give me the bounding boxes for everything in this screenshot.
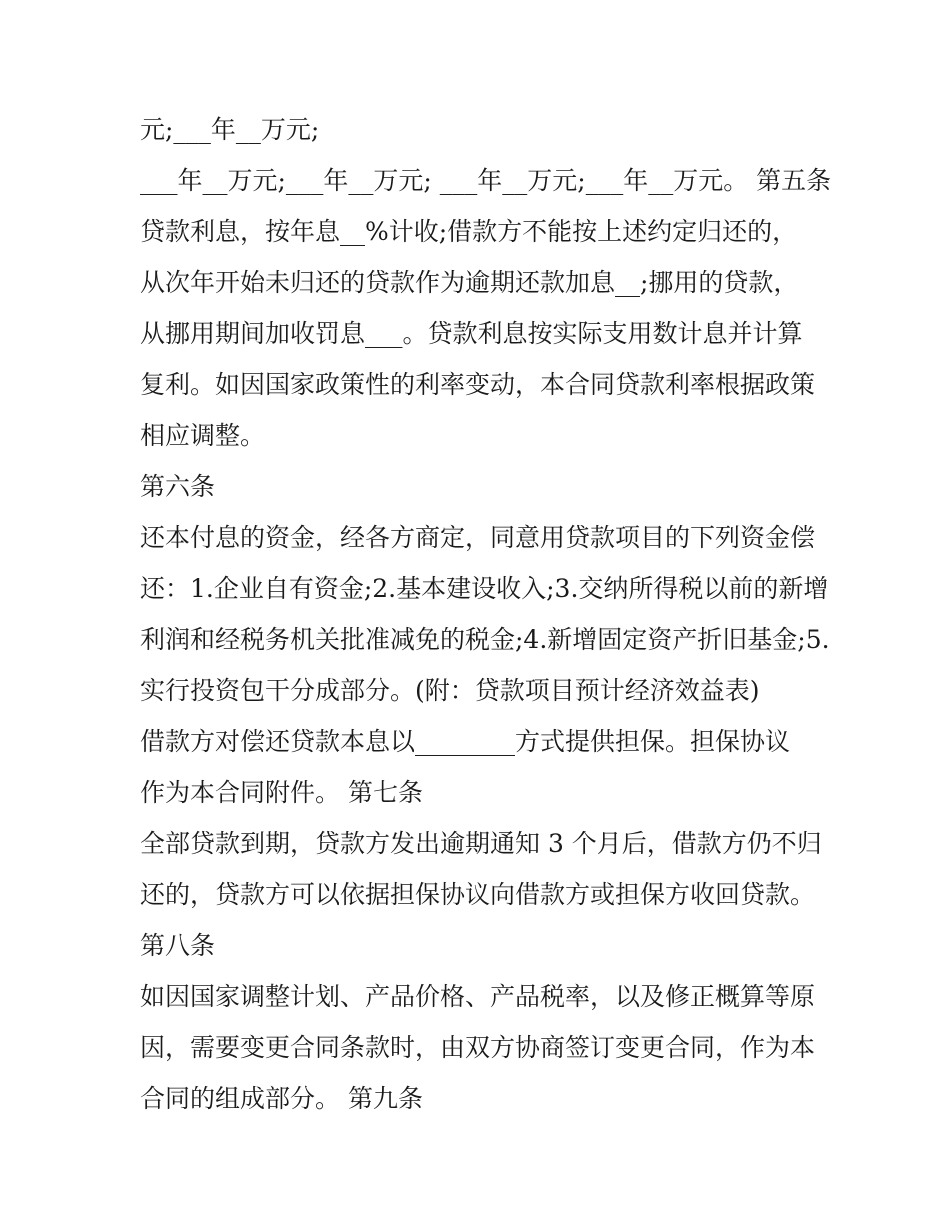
text-line-4: 从次年开始未归还的贷款作为逾期还款加息__;挪用的贷款， <box>140 268 799 297</box>
text-line-19: 因，需要变更合同条款时，由双方协商签订变更合同，作为本 <box>140 1033 816 1062</box>
text-line-15: 全部贷款到期，贷款方发出逾期通知 3 个月后，借款方仍不归 <box>140 829 822 858</box>
contract-text <box>140 104 830 1124</box>
text-line-9: 还本付息的资金，经各方商定，同意用贷款项目的下列资金偿 <box>140 523 816 552</box>
text-line-3: 贷款利息，按年息__%计收;借款方不能按上述约定归还的， <box>140 217 798 246</box>
text-line-16: 还的，贷款方可以依据担保协议向借款方或担保方收回贷款。 <box>140 880 816 909</box>
text-line-6: 复利。如因国家政策性的利率变动，本合同贷款利率根据政策 <box>140 370 816 399</box>
text-line-2: ___年__万元;___年__万元; ___年__万元;___年__万元。 第五条 <box>140 166 832 195</box>
text-line-12: 实行投资包干分成部分。(附：贷款项目预计经济效益表) <box>140 676 760 705</box>
text-line-5: 从挪用期间加收罚息___。贷款利息按实际支用数计息并计算 <box>140 319 803 348</box>
text-line-20: 合同的组成部分。 第九条 <box>140 1084 423 1113</box>
article-8-heading: 第八条 <box>140 931 216 960</box>
text-line-10: 还：1.企业自有资金;2.基本建设收入;3.交纳所得税以前的新增 <box>140 574 829 603</box>
article-6-heading: 第六条 <box>140 472 216 501</box>
text-line-1: 元;___年__万元; <box>140 115 320 144</box>
text-line-14: 作为本合同附件。 第七条 <box>140 778 423 807</box>
text-line-7: 相应调整。 <box>140 421 266 450</box>
text-line-13: 借款方对偿还贷款本息以________方式提供担保。担保协议 <box>140 727 791 756</box>
text-line-11: 利润和经税务机关批准减免的税金;4.新增固定资产折旧基金;5. <box>140 625 830 654</box>
text-line-18: 如因国家调整计划、产品价格、产品税率，以及修正概算等原 <box>140 982 816 1011</box>
